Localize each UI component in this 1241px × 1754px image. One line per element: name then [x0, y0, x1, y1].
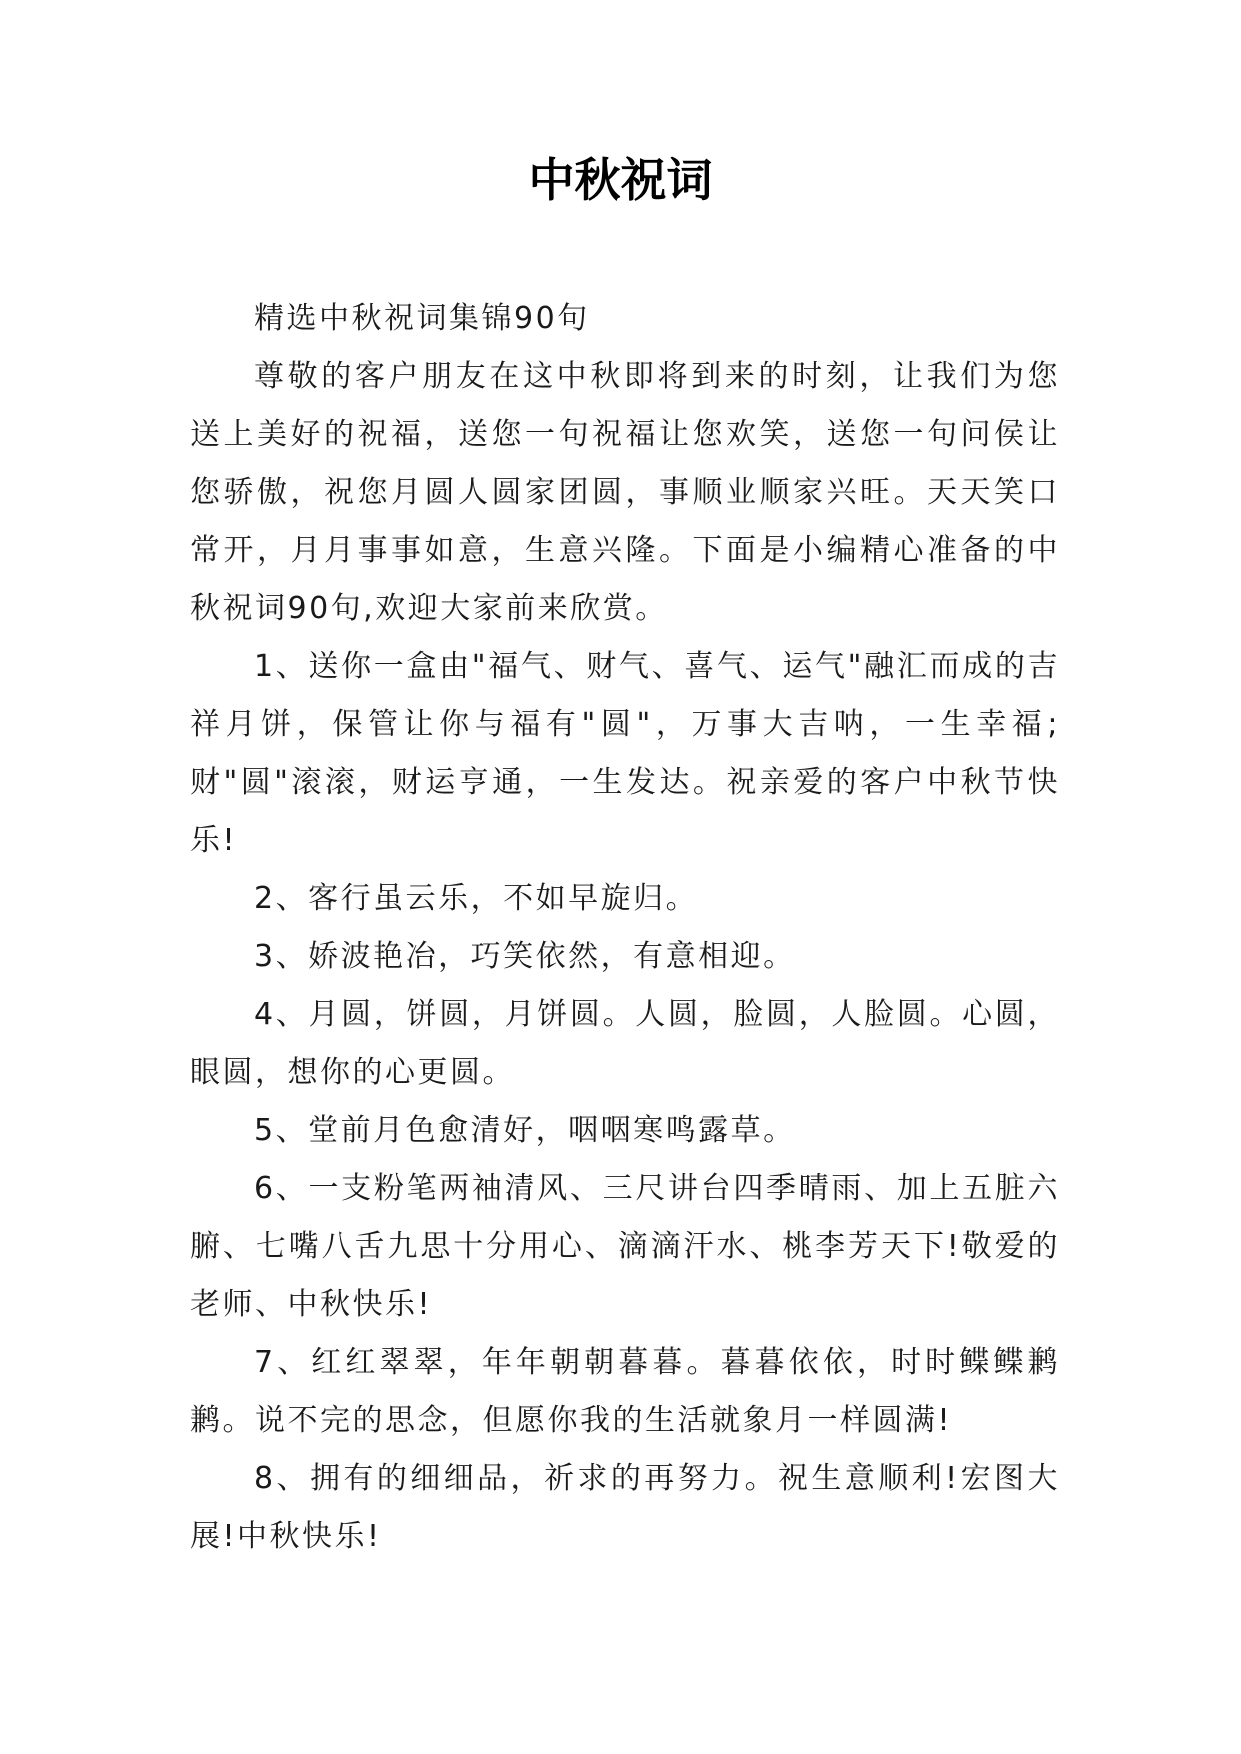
paragraph-item-8: 8、拥有的细细品，祈求的再努力。祝生意顺利!宏图大展!中秋快乐! — [190, 1461, 1060, 1554]
paragraph-item-7: 7、红红翠翠，年年朝朝暮暮。暮暮依依，时时鲽鲽鹣鹣。说不完的思念，但愿你我的生活就象月一样圆满! — [190, 1345, 1060, 1438]
paragraph-intro: 尊敬的客户朋友在这中秋即将到来的时刻，让我们为您送上美好的祝福，送您一句祝福让您欢笑，送您一句问侯让您骄傲，祝您月圆人圆家团圆，事顺业顺家兴旺。天天笑口常开，月月事事如意，生意兴隆。下面是小编精心准备的中秋祝词90句,欢迎大家前来欣赏。 — [190, 359, 1060, 626]
document-title: 中秋祝词 — [528, 153, 713, 207]
paragraph-intro-heading: 精选中秋祝词集锦90句 — [254, 301, 590, 336]
document-body — [190, 290, 1060, 1566]
paragraph-item-3: 3、娇波艳冶，巧笑依然，有意相迎。 — [254, 939, 796, 974]
paragraph-item-4: 4、月圆，饼圆，月饼圆。人圆，脸圆，人脸圆。心圆，眼圆，想你的心更圆。 — [190, 997, 1060, 1090]
paragraph-item-6: 6、一支粉笔两袖清风、三尺讲台四季晴雨、加上五脏六腑、七嘴八舌九思十分用心、滴滴汗水、桃李芳天下!敬爱的老师、中秋快乐! — [190, 1171, 1060, 1322]
paragraph-item-5: 5、堂前月色愈清好，咽咽寒鸣露草。 — [254, 1113, 796, 1148]
paragraph-item-2: 2、客行虽云乐，不如早旋归。 — [254, 881, 699, 916]
paragraph-item-1: 1、送你一盒由"福气、财气、喜气、运气"融汇而成的吉祥月饼，保管让你与福有"圆"，万事大吉呐，一生幸福;财"圆"滚滚，财运亨通，一生发达。祝亲爱的客户中秋节快乐! — [190, 649, 1060, 858]
